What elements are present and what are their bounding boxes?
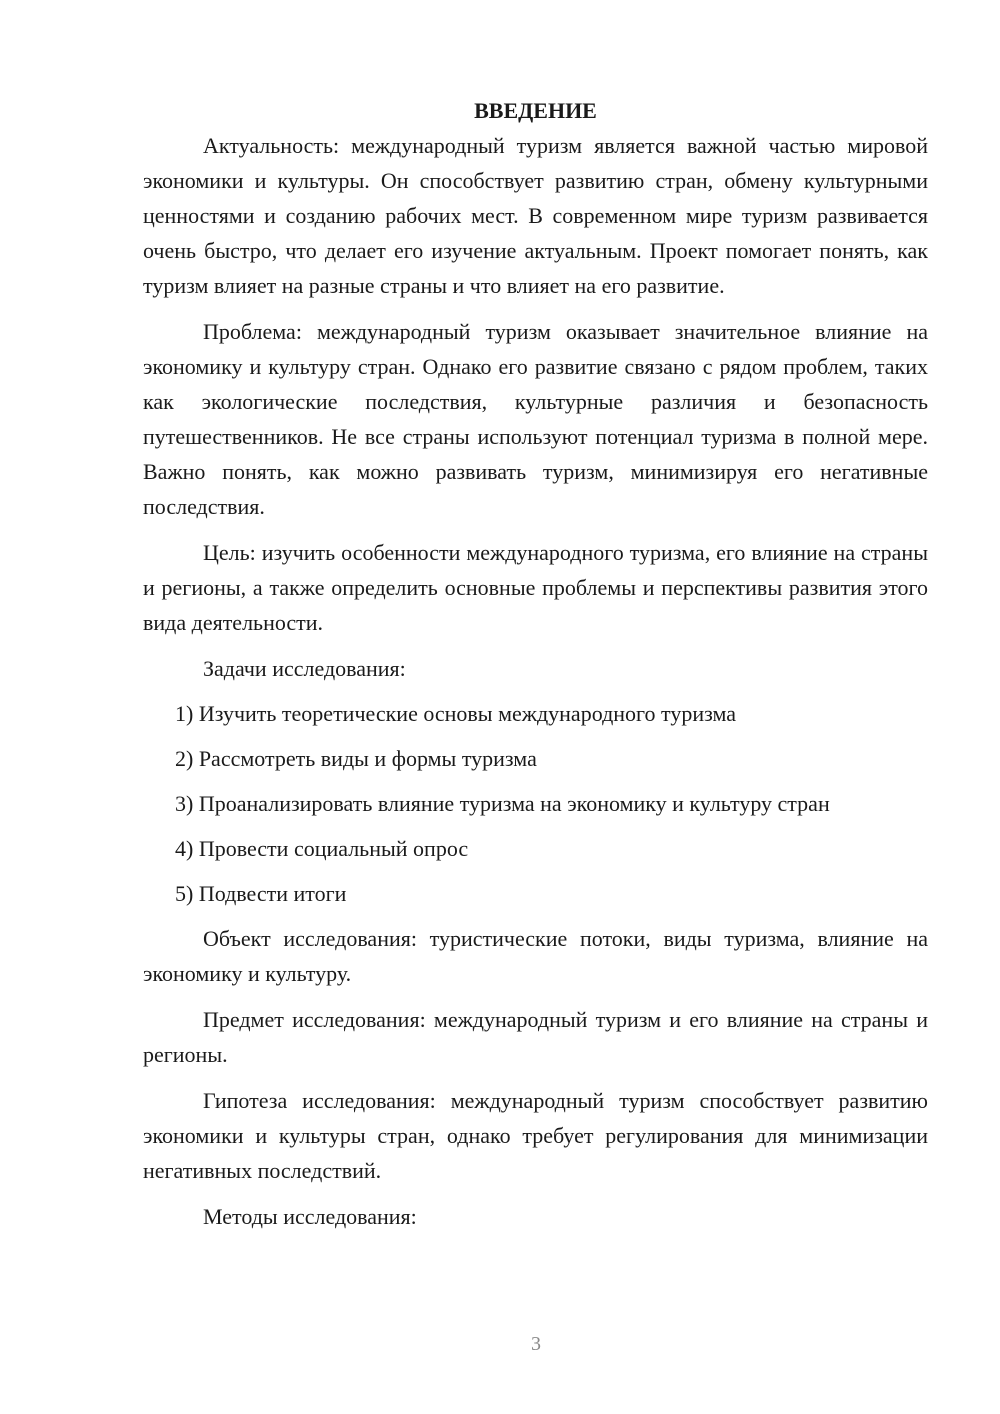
hypothesis-paragraph: Гипотеза исследования: международный туризм способствует развитию экономики и культуры стран, однако требует регулирования для минимизации негативных последствий.	[143, 1088, 928, 1183]
problem-paragraph: Проблема: международный туризм оказывает значительное влияние на экономику и культуру стран. Однако его развитие связано с рядом проблем, таких как экологические последствия, культурные различия и безопасность путешественников. Не все страны используют потенциал туризма в полной мере. Важно понять, как можно развивать туризм, минимизируя его негативные последствия.	[143, 319, 928, 519]
task-item: 4) Провести социальный опрос	[175, 836, 469, 861]
page-number: 3	[531, 1333, 541, 1355]
subject-paragraph: Предмет исследования: международный туризм и его влияние на страны и регионы.	[143, 1007, 928, 1067]
task-item: 3) Проанализировать влияние туризма на экономику и культуру стран	[175, 791, 830, 816]
goal-paragraph: Цель: изучить особенности международного туризма, его влияние на страны и регионы, а также определить основные проблемы и перспективы развития этого вида деятельности.	[143, 540, 928, 635]
page-content	[143, 93, 928, 1244]
relevance-paragraph: Актуальность: международный туризм является важной частью мировой экономики и культуры. Он способствует развитию стран, обмену культурными ценностями и созданию рабочих мест. В современном мире туризм развивается очень быстро, что делает его изучение актуальным. Проект помогает понять, как туризм влияет на разные страны и что влияет на его развитие.	[143, 133, 928, 298]
object-paragraph: Объект исследования: туристические потоки, виды туризма, влияние на экономику и культуру.	[143, 926, 928, 986]
task-item: 1) Изучить теоретические основы международного туризма	[175, 701, 737, 726]
section-title: ВВЕДЕНИЕ	[474, 98, 597, 123]
tasks-heading: Задачи исследования:	[203, 656, 406, 681]
tasks-list	[143, 696, 928, 911]
task-item: 2) Рассмотреть виды и формы туризма	[175, 746, 537, 771]
methods-heading: Методы исследования:	[203, 1204, 417, 1229]
task-item: 5) Подвести итоги	[175, 881, 347, 906]
